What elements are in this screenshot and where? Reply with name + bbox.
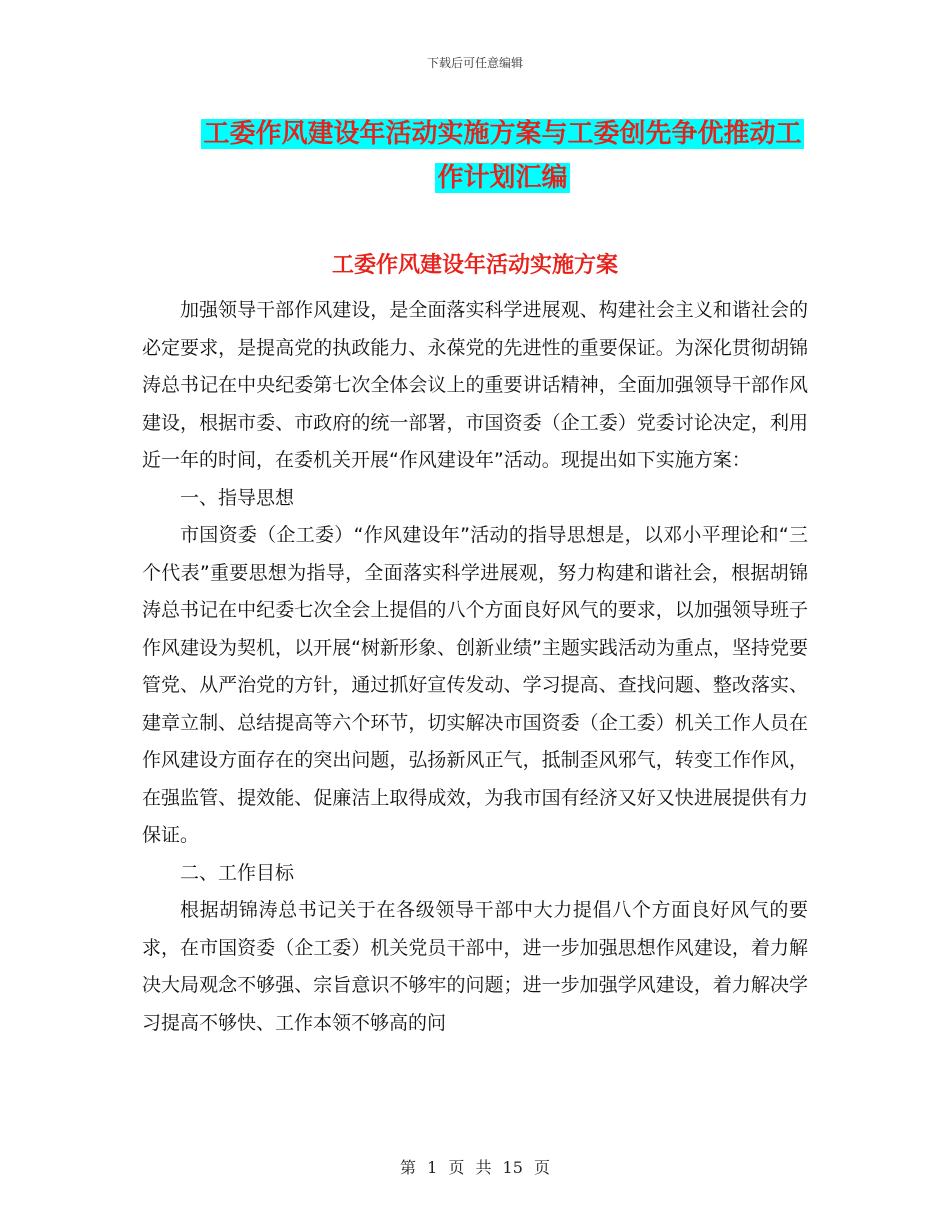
document-title-line-1: 工委作风建设年活动实施方案与工委创先争优推动工 (203, 119, 802, 149)
heading-work-goals: 二、工作目标 (180, 861, 295, 884)
paragraph-work-goals: 根据胡锦涛总书记关于在各级领导干部中大力提倡八个方面良好风气的要求，在市国资委（企工委）机关党员干部中，进一步加强思想作风建设，着力解决大局观念不够强、宗旨意识不够牢的问题；进一步加强学风建设，着力解决学习提高不够快、工作本领不够高的问 (142, 899, 808, 1034)
header-note: 下载后可任意编辑 (426, 56, 523, 70)
document-title-line-2: 作计划汇编 (437, 163, 568, 193)
heading-guiding-thought: 一、指导思想 (180, 486, 295, 509)
document-title (140, 112, 865, 200)
section-title: 工委作风建设年活动实施方案 (331, 253, 618, 278)
page-footer: 第 1 页 共 15 页 (400, 1158, 550, 1177)
paragraph-intro: 加强领导干部作风建设，是全面落实科学进展观、构建社会主义和谐社会的必定要求，是提高党的执政能力、永葆党的先进性的重要保证。为深化贯彻胡锦涛总书记在中央纪委第七次全体会议上的重要讲话精神，全面加强领导干部作风建设，根据市委、市政府的统一部署，市国资委（企工委）党委讨论决定，利用近一年的时间，在委机关开展“作风建设年”活动。现提出如下实施方案： (142, 299, 808, 471)
document-body (142, 292, 808, 1042)
paragraph-guiding-thought: 市国资委（企工委）“作风建设年”活动的指导思想是，以邓小平理论和“三个代表”重要思想为指导，全面落实科学进展观，努力构建和谐社会，根据胡锦涛总书记在中纪委七次全会上提倡的八个方面良好风气的要求，以加强领导班子作风建设为契机，以开展“树新形象、创新业绩”主题实践活动为重点，坚持党要管党、从严治党的方针，通过抓好宣传发动、学习提高、查找问题、整改落实、建章立制、总结提高等六个环节，切实解决市国资委（企工委）机关工作人员在作风建设方面存在的突出问题，弘扬新风正气，抵制歪风邪气，转变工作作风，在强监管、提效能、促廉洁上取得成效，为我市国有经济又好又快进展提供有力保证。 (142, 524, 808, 846)
